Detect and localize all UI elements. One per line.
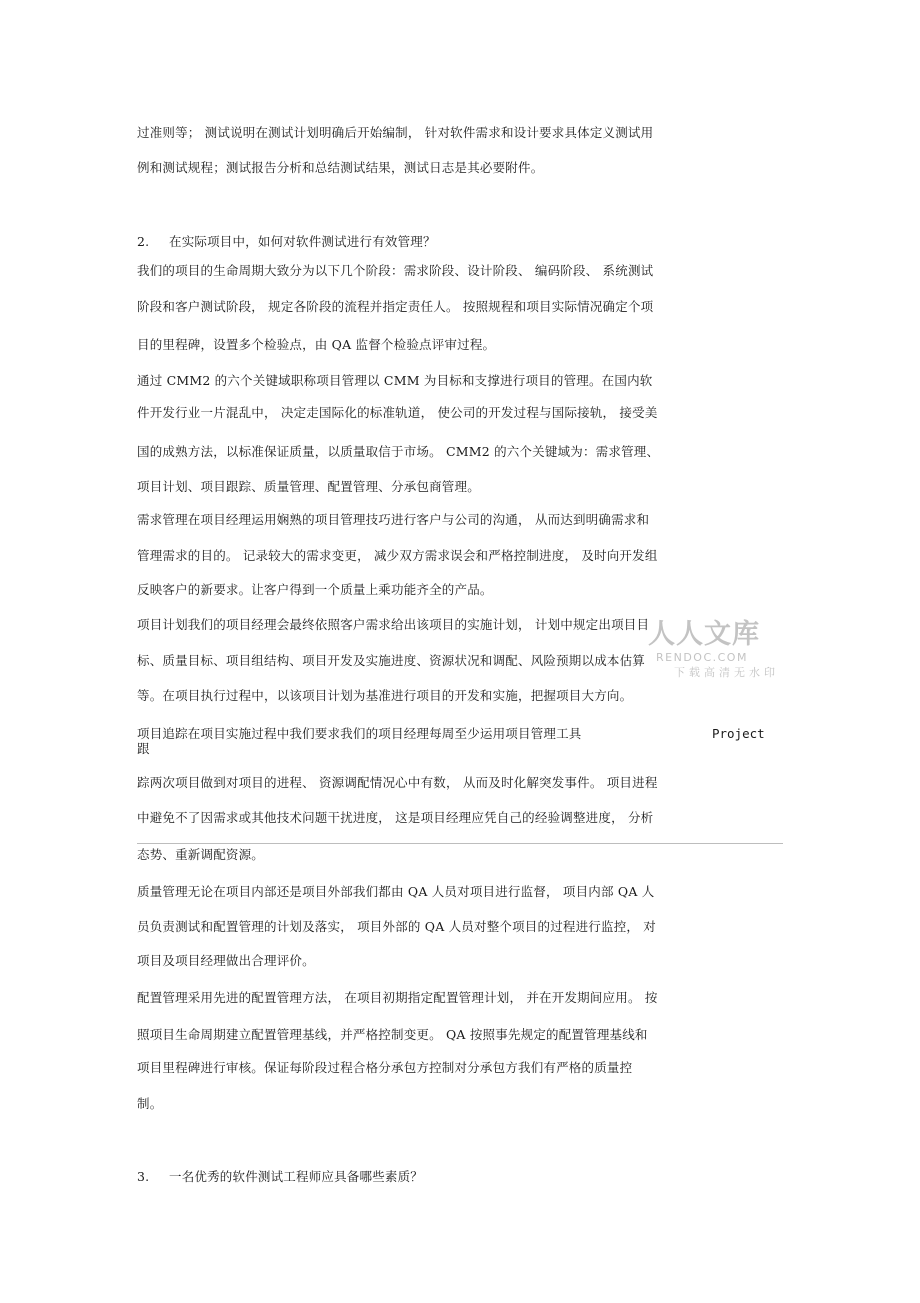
question-text: 一名优秀的软件测试工程师应具备哪些素质？ [169, 1169, 424, 1184]
text-line: 我们的项目的生命周期大致分为以下几个阶段：需求阶段、设计阶段、 编码阶段、 系统测试 [137, 263, 654, 278]
text-line: 项目及项目经理做出合理评价。 [137, 953, 315, 968]
text-line: 阶段和客户测试阶段， 规定各阶段的流程并指定责任人。 按照规程和项目实际情况确定个项 [137, 299, 654, 314]
project-tool-name: Project [712, 726, 765, 741]
text-line: 踪两次项目做到对项目的进程、 资源调配情况心中有数， 从而及时化解突发事件。 项目进程 [137, 775, 658, 790]
text-line: 项目追踪在项目实施过程中我们要求我们的项目经理每周至少运用项目管理工具 [137, 726, 582, 741]
text-line: 跟 [137, 741, 150, 756]
text-line: 等。在项目执行过程中，以该项目计划为基准进行项目的开发和实施，把握项目大方向。 [137, 688, 633, 703]
text-line: 态势、重新调配资源。 [137, 847, 265, 862]
text-line: 中避免不了因需求或其他技术问题干扰进度， 这是项目经理应凭自己的经验调整进度， 分析 [137, 810, 654, 825]
text-line: 反映客户的新要求。让客户得到一个质量上乘功能齐全的产品。 [137, 582, 493, 597]
watermark-tagline: 下载高清无水印 [674, 666, 779, 679]
question-text: 在实际项目中，如何对软件测试进行有效管理？ [169, 234, 436, 249]
text-line: 国的成熟方法，以标准保证质量，以质量取信于市场。 CMM2 的六个关键域为：需求管理、 [137, 444, 660, 459]
text-line: 目的里程碑，设置多个检验点，由 QA 监督个检验点评审过程。 [137, 337, 496, 352]
text-line: 项目计划、项目跟踪、质量管理、配置管理、分承包商管理。 [137, 479, 480, 494]
question-3-heading [137, 1169, 423, 1185]
text-line: 需求管理在项目经理运用娴熟的项目管理技巧进行客户与公司的沟通， 从而达到明确需求和 [137, 512, 650, 527]
text-line: 制。 [137, 1096, 163, 1111]
text-line: 质量管理无论在项目内部还是项目外部我们都由 QA 人员对项目进行监督， 项目内部 QA 人 [137, 884, 655, 899]
question-number: 3. [137, 1169, 150, 1184]
question-number: 2. [137, 234, 150, 249]
text-line: 配置管理采用先进的配置管理方法， 在项目初期指定配置管理计划， 并在开发期间应用。 按 [137, 990, 658, 1005]
watermark-brand: 人人文库 [648, 619, 760, 650]
text-line: 标、质量目标、项目组结构、项目开发及实施进度、资源状况和调配、风险预期以成本估算 [137, 653, 646, 668]
text-line: 管理需求的目的。 记录较大的需求变更， 减少双方需求误会和严格控制进度， 及时向开发组 [137, 548, 658, 563]
page-divider [137, 843, 783, 844]
watermark-logo [648, 619, 779, 684]
text-line: 项目计划我们的项目经理会最终依照客户需求给出该项目的实施计划， 计划中规定出项目目 [137, 617, 650, 632]
text-line: 员负责测试和配置管理的计划及落实， 项目外部的 QA 人员对整个项目的过程进行监控， 对 [137, 919, 656, 934]
text-line: 照项目生命周期建立配置管理基线，并严格控制变更。 QA 按照事先规定的配置管理基线和 [137, 1027, 648, 1042]
text-line: 项目里程碑进行审核。保证每阶段过程合格分承包方控制对分承包方我们有严格的质量控 [137, 1060, 633, 1075]
text-line: 例和测试规程；测试报告分析和总结测试结果，测试日志是其必要附件。 [137, 160, 544, 175]
question-2-heading [137, 234, 436, 250]
text-line: 件开发行业一片混乱中， 决定走国际化的标准轨道， 使公司的开发过程与国际接轨， 接受美 [137, 405, 658, 420]
watermark-url: RENDOC.COM [656, 651, 748, 664]
text-line: 过准则等； 测试说明在测试计划明确后开始编制， 针对软件需求和设计要求具体定义测试用 [137, 125, 654, 140]
text-line: 通过 CMM2 的六个关键域职称项目管理以 CMM 为目标和支撑进行项目的管理。在国内软 [137, 373, 653, 388]
